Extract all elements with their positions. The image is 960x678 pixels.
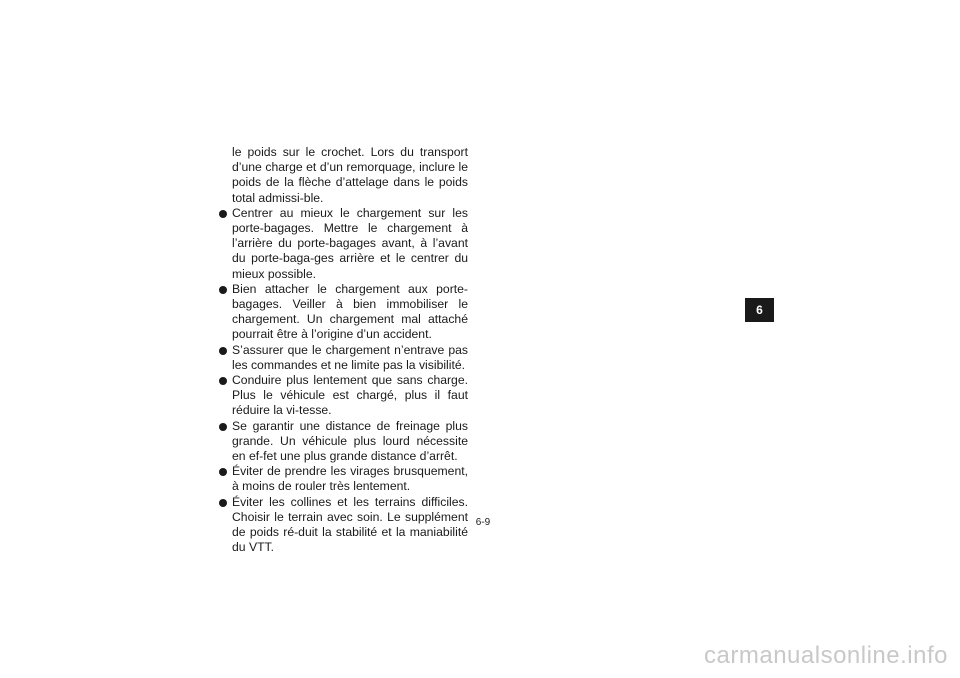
bullet-text: Éviter les collines et les terrains difficiles. Choisir le terrain avec soin. Le supplément de poids ré-duit la stabilité et la maniabilité du VTT. xyxy=(232,494,468,555)
list-item xyxy=(218,495,468,556)
list-item xyxy=(218,343,468,373)
bullet-icon xyxy=(219,423,227,431)
page-number: 6-9 xyxy=(475,517,491,528)
intro-paragraph: le poids sur le crochet. Lors du transport d’une charge et d’un remorquage, inclure le poids de la flèche d’attelage dans le poids total admissi-ble. xyxy=(232,145,468,205)
chapter-tab xyxy=(745,298,774,322)
list-item xyxy=(218,419,468,465)
bullet-icon xyxy=(219,286,227,294)
bullet-text: Se garantir une distance de freinage plus grande. Un véhicule plus lourd nécessite en ef-fet une plus grande distance d’arrêt. xyxy=(232,418,468,464)
bullet-text: Conduire plus lentement que sans charge. Plus le véhicule est chargé, plus il faut réduire la vi-tesse. xyxy=(232,373,468,418)
list-item xyxy=(218,464,468,494)
bullet-list xyxy=(218,206,468,556)
bullet-icon xyxy=(219,377,227,385)
list-item xyxy=(218,373,468,419)
bullet-text: Éviter de prendre les virages brusquement, à moins de rouler très lentement. xyxy=(232,464,468,494)
list-item xyxy=(218,282,468,343)
bullet-icon xyxy=(219,499,227,507)
bullet-text: S’assurer que le chargement n’entrave pas les commandes et ne limite pas la visibilité. xyxy=(232,342,468,372)
bullet-text: Centrer au mieux le chargement sur les porte-bagages. Mettre le chargement à l’arrière du porte-bagages avant, à l’avant du porte-baga-ges arrière et le centrer du mieux possible. xyxy=(232,205,468,281)
bullet-text: Bien attacher le chargement aux porte-bagages. Veiller à bien immobiliser le chargement. Un chargement mal attaché pourrait être à l’origine d’un accident. xyxy=(232,281,468,342)
chapter-number: 6 xyxy=(756,303,763,317)
bullet-icon xyxy=(219,468,227,476)
bullet-icon xyxy=(219,347,227,355)
text-column xyxy=(218,145,468,555)
bullet-icon xyxy=(219,210,227,218)
list-item xyxy=(218,206,468,282)
watermark: carmanualsonline.info xyxy=(704,642,948,669)
